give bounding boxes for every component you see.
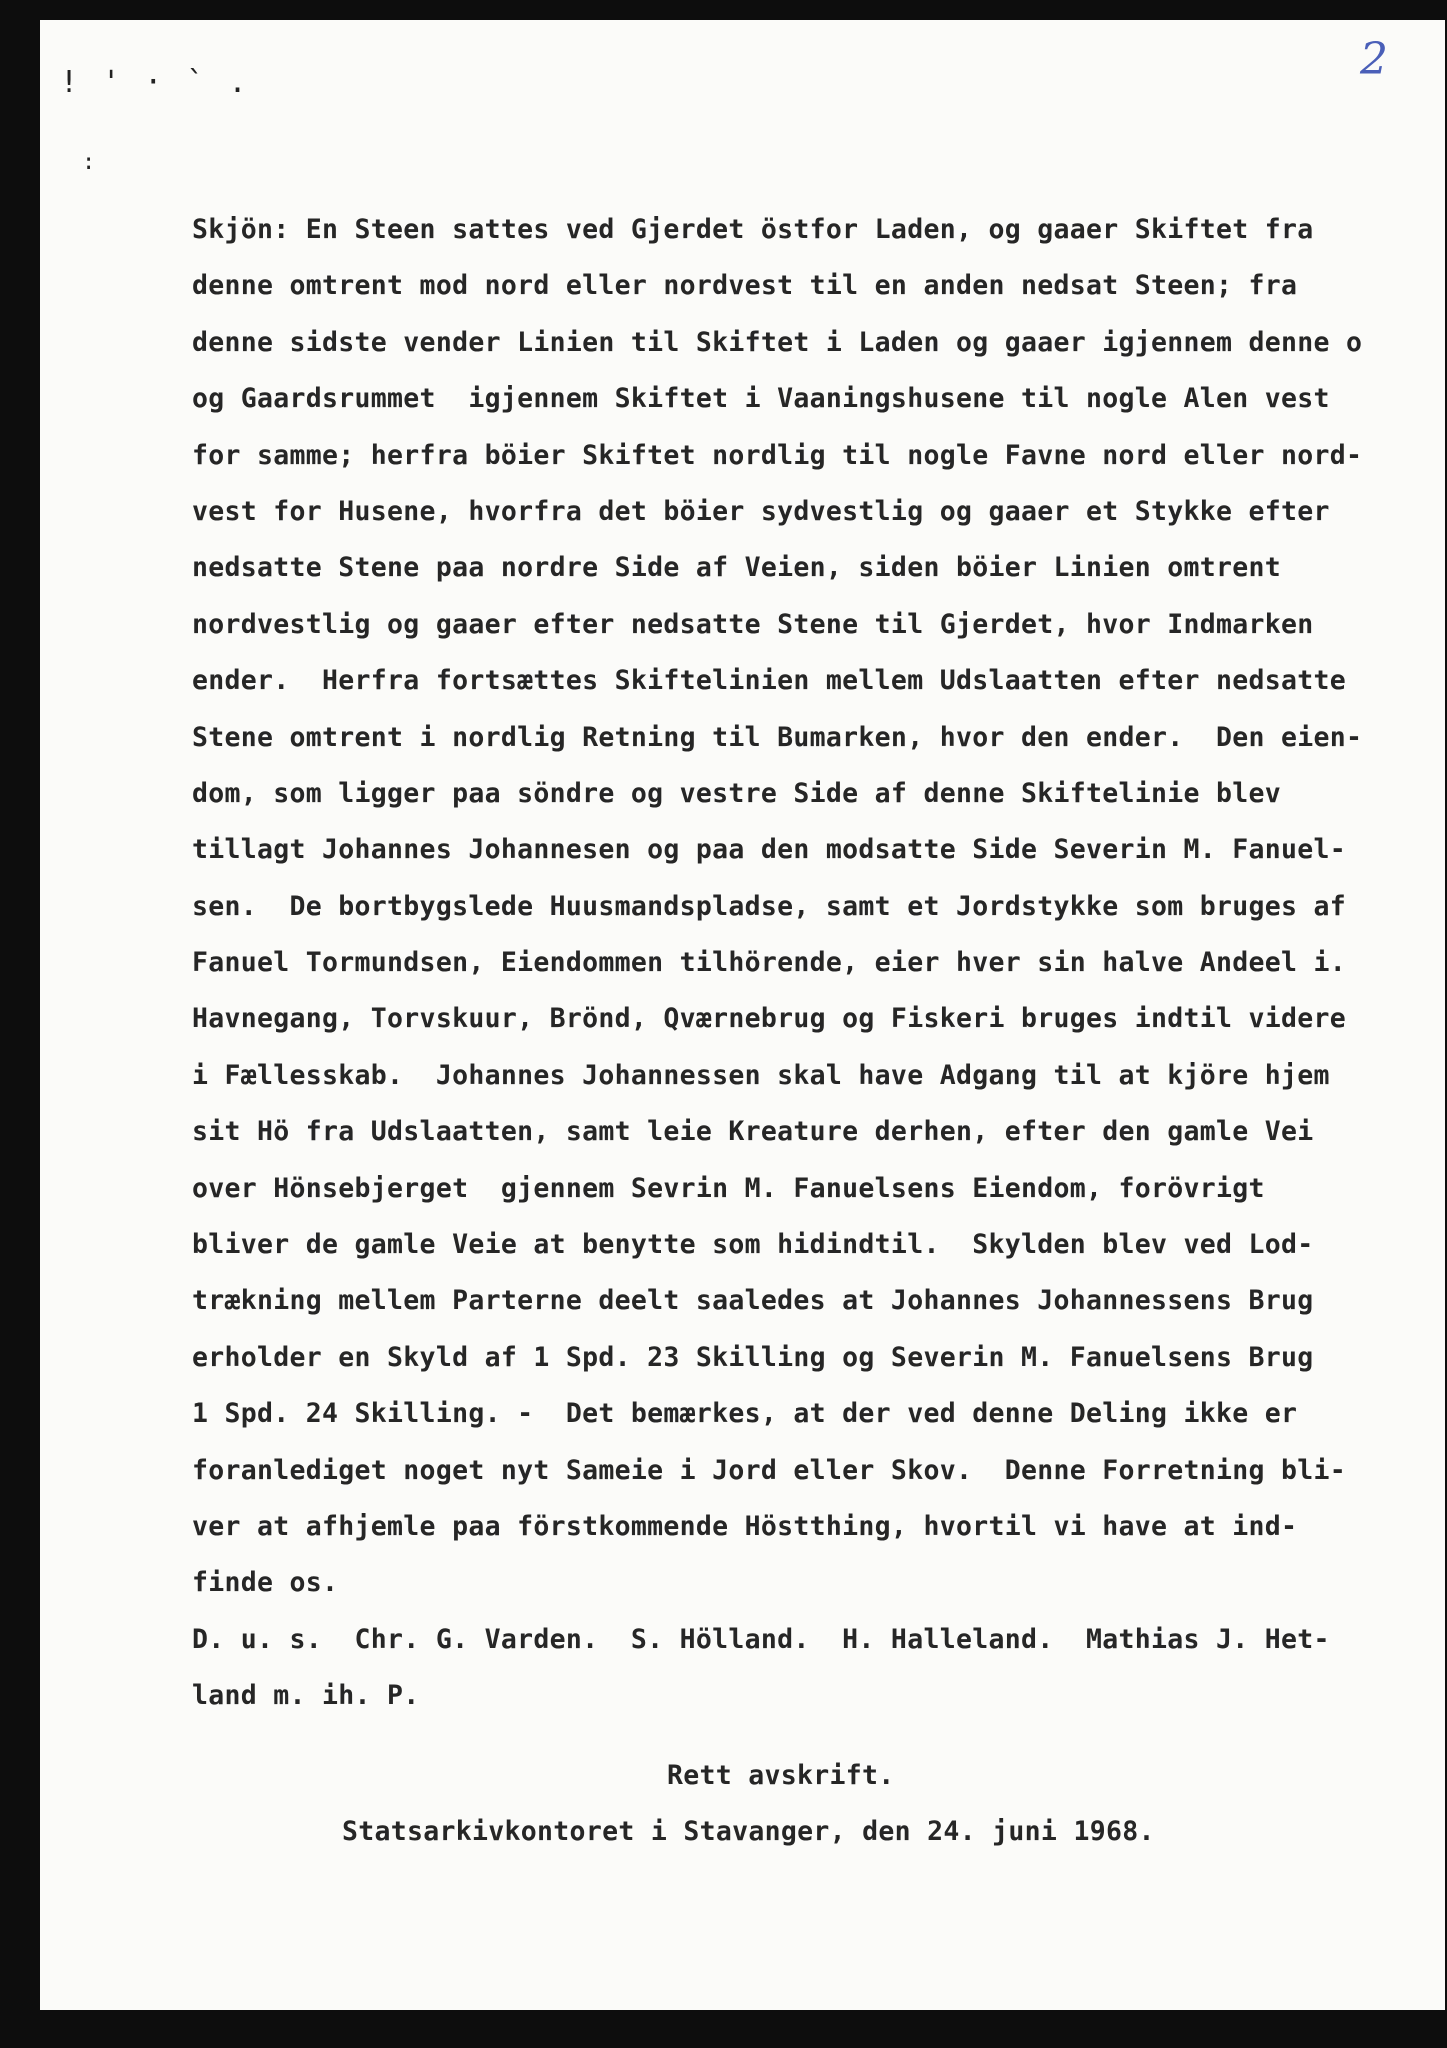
document-page [40, 20, 1445, 2010]
text-line: 1 Spd. 24 Skilling. - Det bemærkes, at der ved denne Deling ikke er [192, 1398, 1298, 1430]
text-line: for samme; herfra böier Skiftet nordlig til nogle Favne nord eller nord- [192, 439, 1363, 471]
text-line: Stene omtrent i nordlig Retning til Bumarken, hvor den ender. Den eien- [192, 721, 1363, 753]
text-line: ender. Herfra fortsættes Skiftelinien mellem Udslaatten efter nedsatte [192, 665, 1347, 697]
text-line: nedsatte Stene paa nordre Side af Veien, siden böier Linien omtrent [192, 552, 1282, 584]
margin-marks: ! ' · ` . [60, 65, 250, 100]
text-line: i Fællesskab. Johannes Johannessen skal have Adgang til at kjöre hjem [192, 1059, 1330, 1091]
text-line: og Gaardsrummet igjennem Skiftet i Vaaningshusene til nogle Alen vest [192, 383, 1330, 415]
text-line: finde os. [192, 1567, 339, 1599]
text-line: Skjön: En Steen sattes ved Gjerdet östfor Laden, og gaaer Skiftet fra [192, 214, 1314, 245]
text-line: Havnegang, Torvskuur, Brönd, Qværnebrug og Fiskeri bruges indtil videre [192, 1003, 1347, 1035]
text-line: tillagt Johannes Johannesen og paa den modsatte Side Severin M. Fanuel- [192, 834, 1347, 866]
text-line: erholder en Skyld af 1 Spd. 23 Skilling og Severin M. Fanuelsens Brug [192, 1341, 1314, 1373]
text-line: trækning mellem Parterne deelt saaledes at Johannes Johannessens Brug [192, 1285, 1314, 1317]
text-line: over Hönsebjerget gjennem Sevrin M. Fanuelsens Eiendom, forövrigt [192, 1172, 1265, 1204]
attestation: Rett avskrift. [667, 1760, 895, 1791]
text-line: ver at afhjemle paa förstkommende Höstthing, hvortil vi have at ind- [192, 1510, 1298, 1542]
text-line: nordvestlig og gaaer efter nedsatte Stene til Gjerdet, hvor Indmarken [192, 608, 1314, 640]
body-text [192, 202, 1442, 1725]
signature-line: land m. ih. P. [192, 1680, 420, 1712]
text-line: denne omtrent mod nord eller nordvest til en anden nedsat Steen; fra [192, 270, 1298, 302]
text-line: foranlediget noget nyt Sameie i Jord eller Skov. Denne Forretning bli- [192, 1454, 1347, 1486]
text-line: sit Hö fra Udslaatten, samt leie Kreature derhen, efter den gamle Vei [192, 1116, 1314, 1148]
text-line: vest for Husene, hvorfra det böier sydvestlig og gaaer et Stykke efter [192, 495, 1330, 527]
text-line: denne sidste vender Linien til Skiftet i Laden og gaaer igjennem denne o [192, 326, 1363, 358]
text-line: bliver de gamle Veie at benytte som hidindtil. Skylden blev ved Lod- [192, 1229, 1314, 1261]
signature-line: D. u. s. Chr. G. Varden. S. Hölland. H. Halleland. Mathias J. Het- [192, 1623, 1330, 1655]
text-line: dom, som ligger paa söndre og vestre Side af denne Skiftelinie blev [192, 777, 1282, 809]
page-number: 2 [1360, 34, 1388, 85]
text-line: sen. De bortbygslede Huusmandspladse, samt et Jordstykke som bruges af [192, 890, 1347, 922]
margin-marks-lower: : [82, 150, 96, 175]
office-date-line: Statsarkivkontoret i Stavanger, den 24. juni 1968. [342, 1816, 1155, 1847]
text-line: Fanuel Tormundsen, Eiendommen tilhörende, eier hver sin halve Andeel i. [192, 947, 1347, 979]
